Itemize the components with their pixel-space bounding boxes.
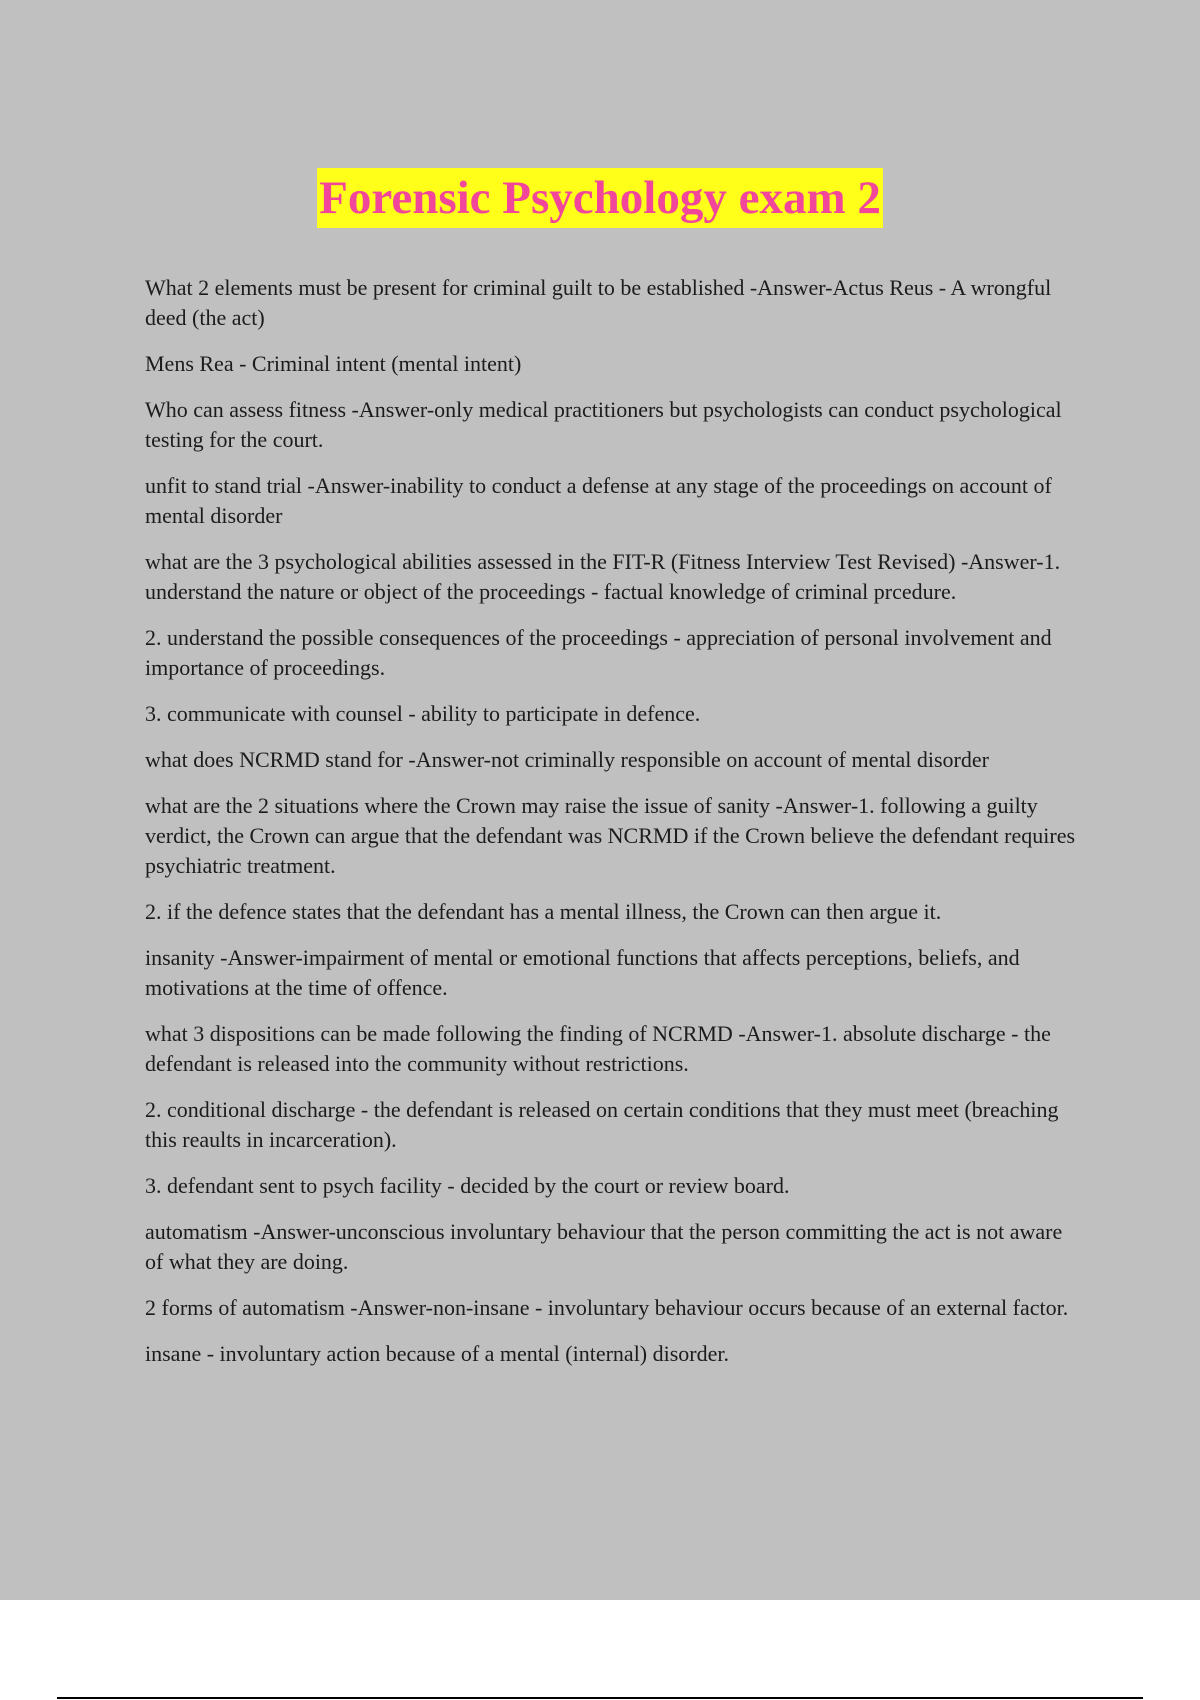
paragraph-4: unfit to stand trial -Answer-inability to conduct a defense at any stage of the proceedings on account of mental disorder [145,473,1052,528]
document-body [145,273,1075,1385]
paragraph-2: Mens Rea - Criminal intent (mental intent) [145,351,522,376]
paragraph-9: what are the 2 situations where the Crown may raise the issue of sanity -Answer-1. following a guilty verdict, the Crown can argue that the defendant was NCRMD if the Crown believe the defendant requires psychiatric treatment. [145,793,1076,878]
document-title: Forensic Psychology exam 2 [317,168,883,228]
title-container [0,168,1200,228]
paragraph-5: what are the 3 psychological abilities assessed in the FIT-R (Fitness Interview Test Revised) -Answer-1. understand the nature or object of the proceedings - factual knowledge of criminal prcedure. [145,549,1061,604]
paragraph-17: insane - involuntary action because of a mental (internal) disorder. [145,1341,730,1366]
paragraph-14: 3. defendant sent to psych facility - decided by the court or review board. [145,1173,790,1198]
paragraph-6: 2. understand the possible consequences of the proceedings - appreciation of personal involvement and importance of proceedings. [145,625,1052,680]
paragraph-10: 2. if the defence states that the defendant has a mental illness, the Crown can then argue it. [145,899,942,924]
paragraph-12: what 3 dispositions can be made following the finding of NCRMD -Answer-1. absolute discharge - the defendant is released into the community without restrictions. [145,1021,1051,1076]
paragraph-16: 2 forms of automatism -Answer-non-insane - involuntary behaviour occurs because of an external factor. [145,1295,1069,1320]
paragraph-15: automatism -Answer-unconscious involuntary behaviour that the person committing the act is not aware of what they are doing. [145,1219,1063,1274]
paragraph-1: What 2 elements must be present for criminal guilt to be established -Answer-Actus Reus - A wrongful deed (the act) [145,275,1052,330]
paragraph-11: insanity -Answer-impairment of mental or emotional functions that affects perceptions, beliefs, and motivations at the time of offence. [145,945,1020,1000]
paragraph-3: Who can assess fitness -Answer-only medical practitioners but psychologists can conduct psychological testing for the court. [145,397,1062,452]
paragraph-13: 2. conditional discharge - the defendant is released on certain conditions that they must meet (breaching this reaults in incarceration). [145,1097,1059,1152]
footer-divider [57,1697,1143,1699]
paragraph-7: 3. communicate with counsel - ability to participate in defence. [145,701,701,726]
paragraph-8: what does NCRMD stand for -Answer-not criminally responsible on account of mental disorder [145,747,989,772]
